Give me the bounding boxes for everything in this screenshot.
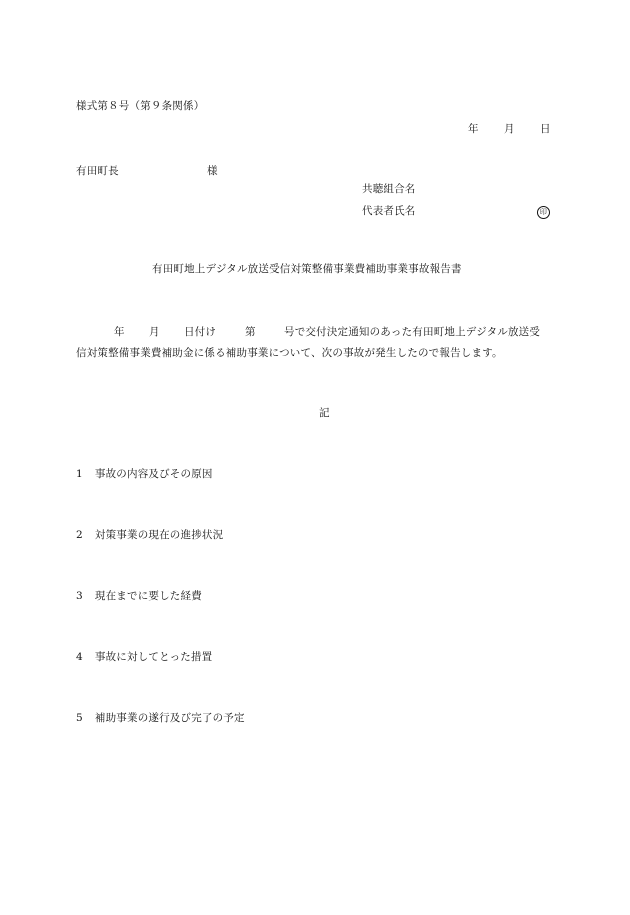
item-number: 2 — [76, 529, 83, 541]
form-number: 様式第８号（第９条関係） — [76, 100, 205, 112]
body-line2: 信対策整備事業費補助金に係る補助事業について、次の事故が発生したので報告します。 — [76, 347, 503, 359]
body-number-prefix: 第 — [245, 326, 256, 338]
item-text: 対策事業の現在の進捗状況 — [94, 529, 224, 541]
seal-mark — [537, 204, 550, 219]
item-text: 現在までに要した経費 — [94, 590, 202, 602]
body-date-suffix: 日付け — [184, 326, 217, 338]
addressee-title: 有田町長 — [76, 165, 119, 177]
seal-icon: 印 — [537, 206, 550, 219]
list-item — [76, 711, 245, 725]
representative-name-label: 代表者氏名 — [362, 205, 416, 217]
item-number: 4 — [76, 651, 83, 663]
item-number: 1 — [76, 468, 83, 480]
list-item — [76, 650, 212, 664]
item-number: 5 — [76, 712, 83, 724]
body-year-label: 年 — [114, 326, 125, 338]
item-number: 3 — [76, 590, 83, 602]
list-item — [76, 467, 213, 481]
list-item — [76, 589, 202, 603]
association-name-label: 共聴組合名 — [362, 183, 416, 195]
date-day-label: 日 — [540, 123, 551, 135]
ki-heading: 記 — [319, 407, 330, 419]
addressee-honorific: 様 — [207, 165, 218, 177]
list-item — [76, 528, 223, 542]
date-month-label: 月 — [504, 123, 515, 135]
item-text: 事故の内容及びその原因 — [94, 468, 213, 480]
document-title: 有田町地上デジタル放送受信対策整備事業費補助事業事故報告書 — [152, 263, 462, 275]
item-text: 補助事業の遂行及び完了の予定 — [94, 712, 245, 724]
date-year-label: 年 — [468, 123, 479, 135]
body-line1-rest: 号で交付決定通知のあった有田町地上デジタル放送受 — [284, 326, 541, 338]
item-text: 事故に対してとった措置 — [94, 651, 213, 663]
body-month-label: 月 — [149, 326, 160, 338]
